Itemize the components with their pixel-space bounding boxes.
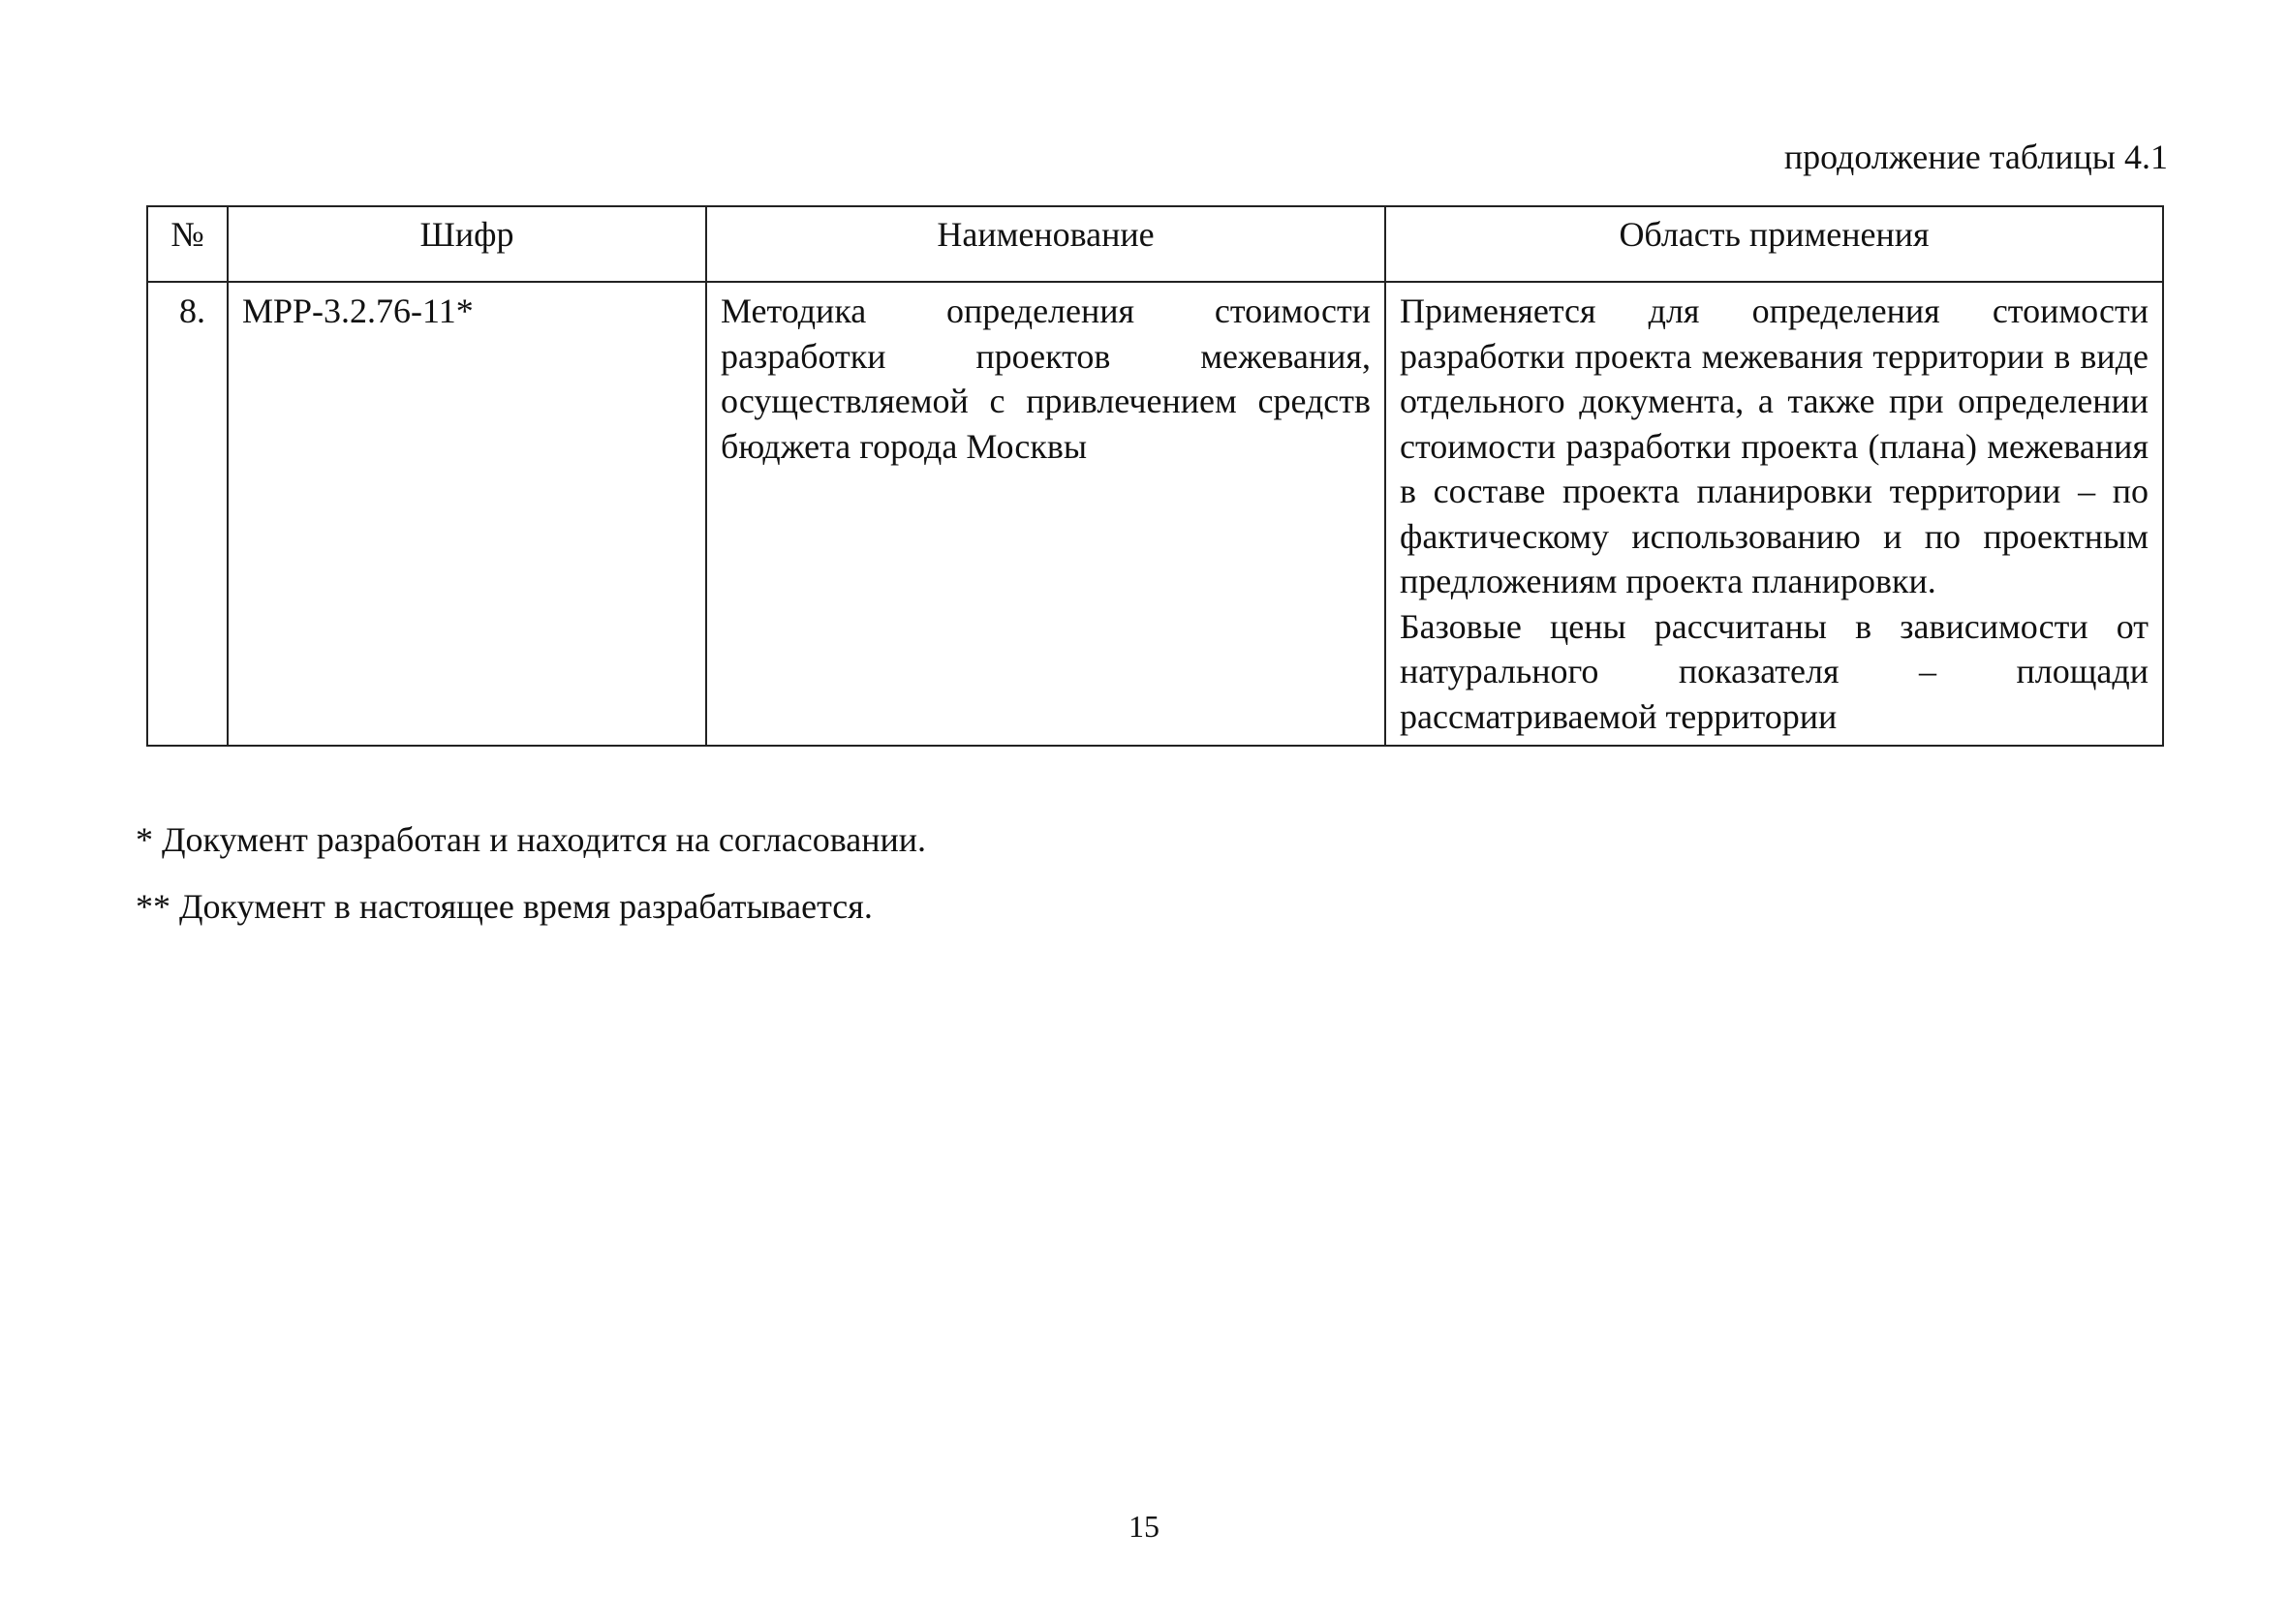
table-header-row: [147, 206, 2163, 282]
standards-table: [146, 205, 2164, 747]
table-row: [147, 282, 2163, 746]
row-number-cell: 8.: [147, 282, 228, 746]
column-header-code: Шифр: [228, 206, 706, 282]
row-scope-cell: [1385, 282, 2163, 746]
footnote-double-asterisk: ** Документ в настоящее время разрабатывается.: [136, 887, 873, 926]
column-header-scope: Область применения: [1385, 206, 2163, 282]
column-header-name: Наименование: [706, 206, 1385, 282]
footnote-single-asterisk: * Документ разработан и находится на согласовании.: [136, 820, 927, 859]
scope-paragraph-application: Применяется для определения стоимости разработки проекта межевания территории в виде отдельного документа, а также при определении стоимости разработки проекта (плана) межевания в составе проекта планировки территории – по фактическому использованию и по проектным предложениям проекта планировки.: [1400, 291, 2149, 600]
row-code-cell: МРР-3.2.76-11*: [228, 282, 706, 746]
row-name-cell: Методика определения стоимости разработки проектов межевания, осуществляемой с привлечением средств бюджета города Москвы: [706, 282, 1385, 746]
column-header-number: №: [147, 206, 228, 282]
table-continuation-caption: продолжение таблицы 4.1: [1783, 138, 2168, 176]
scope-paragraph-base-prices: Базовые цены рассчитаны в зависимости от натурального показателя – площади рассматриваемой территории: [1400, 606, 2149, 736]
page-number: 15: [1129, 1509, 1159, 1544]
